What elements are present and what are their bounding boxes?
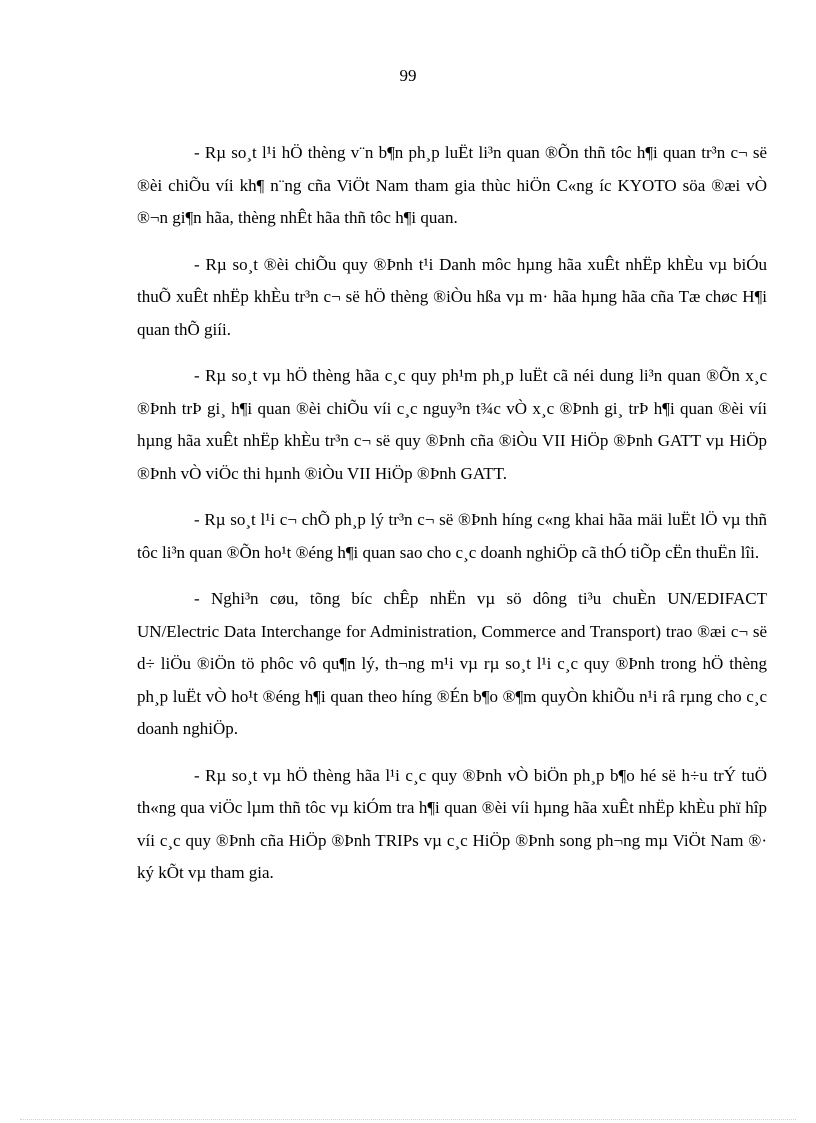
paragraph-4: - Rµ so¸t l¹i c¬ chÕ ph¸p lý tr³n c¬ së ®Þnh híng c«ng khai hãa mäi luËt lÖ vµ thñ tôc li³n quan ®Õn ho¹t ®éng h¶i quan sao cho c¸c doanh nghiÖp cã thÓ tiÕp cËn thuËn lîi. [137, 510, 767, 562]
paragraph-1: - Rµ so¸t l¹i hÖ thèng v¨n b¶n ph¸p luËt li³n quan ®Õn thñ tôc h¶i quan tr³n c¬ së ®èi chiÕu víi kh¶ n¨ng cña ViÖt Nam tham gia thùc hiÖn C«ng íc KYOTO söa ®æi vÒ ®¬n gi¶n hãa, thèng nhÊt hãa thñ tôc h¶i quan. [137, 143, 767, 227]
page-number: 99 [399, 66, 417, 85]
page-bottom-rule [20, 1119, 796, 1120]
paragraph-6: - Rµ so¸t vµ hÖ thèng hãa l¹i c¸c quy ®Þnh vÒ biÖn ph¸p b¶o hé së h÷u trÝ tuÖ th«ng qua viÖc lµm thñ tôc vµ kiÓm tra h¶i quan ®èi víi hµng hãa xuÊt nhËp khÈu phï hîp víi c¸c quy ®Þnh cña HiÖp ®Þnh TRIPs vµ c¸c HiÖp ®Þnh song ph¬ng mµ ViÖt Nam ®· ký kÕt vµ tham gia. [137, 765, 767, 882]
body-text [137, 137, 767, 904]
paragraph-3: - Rµ so¸t vµ hÖ thèng hãa c¸c quy ph¹m ph¸p luËt cã néi dung li³n quan ®Õn x¸c ®Þnh trÞ gi¸ h¶i quan ®èi chiÕu víi c¸c nguy³n t¾c vÒ x¸c ®Þnh gi¸ trÞ h¶i quan ®èi víi hµng hãa xuÊt nhËp khÈu tr³n c¬ së quy ®Þnh cña ®iÒu VII HiÖp ®Þnh GATT vµ HiÖp ®Þnh vÒ viÖc thi hµnh ®iÒu VII HiÖp ®Þnh GATT. [137, 366, 767, 483]
paragraph-2: - Rµ so¸t ®èi chiÕu quy ®Þnh t¹i Danh môc hµng hãa xuÊt nhËp khÈu vµ biÓu thuÕ xuÊt nhËp khÈu tr³n c¬ së hÖ thèng ®iÒu hßa vµ m· hãa hµng hãa cña Tæ chøc H¶i quan thÕ giíi. [137, 254, 767, 339]
paragraph-5: - Nghi³n cøu, tõng bíc chÊp nhËn vµ sö dông ti³u chuÈn UN/EDIFACT UN/Electric Data Interchange for Administration, Commerce and Transport) trao ®æi c¬ së d÷ liÖu ®iÖn tö phôc vô qu¶n lý, th¬ng m¹i vµ rµ so¸t l¹i c¸c quy ®Þnh trong hÖ thèng ph¸p luËt vÒ ho¹t ®éng h¶i quan theo híng ®Én b¶o ®¶m quyÒn khiÕu n¹i râ rµng cho c¸c doanh nghiÖp. [137, 589, 767, 738]
